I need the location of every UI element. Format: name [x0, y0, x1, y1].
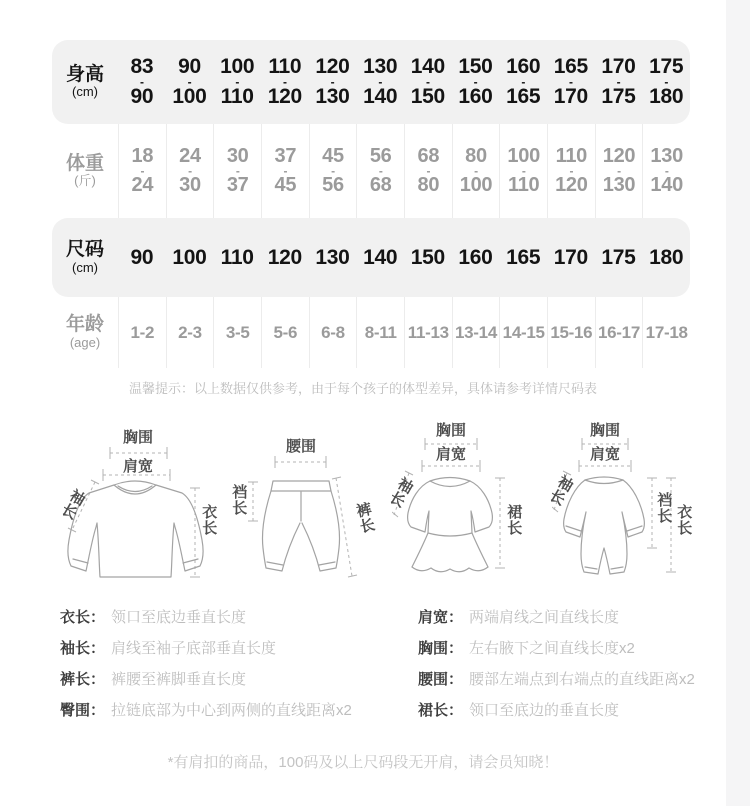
- table-cell: 45 - 56: [309, 124, 357, 218]
- definition-term: 衣长：: [60, 609, 106, 626]
- row-label: 尺码: [65, 239, 104, 261]
- table-cell: 56 - 68: [356, 124, 404, 218]
- table-cell: 100 - 110: [499, 124, 547, 218]
- pants-length-label: 裤长: [353, 500, 377, 536]
- row-label: 身高: [65, 63, 104, 85]
- table-cell: 1-2: [118, 297, 166, 368]
- notice-text: 温馨提示：以上数据仅供参考，由于每个孩子的体型差异，具体请参考详情尺码表: [128, 381, 597, 396]
- definition-desc: 肩线至袖子底部垂直长度: [111, 640, 277, 657]
- table-cell: 6-8: [309, 297, 357, 368]
- sleeve-length-label: 袖长: [57, 485, 89, 523]
- table-cell: 30 - 37: [213, 124, 261, 218]
- table-cell: 165 - 170: [553, 54, 588, 109]
- definition-desc: 左右腋下之间直线长度x2: [469, 640, 635, 657]
- definition-desc: 拉链底部为中心到两侧的直线距离x2: [111, 702, 352, 719]
- chest-label: 胸围: [435, 422, 466, 439]
- row-unit: (age): [69, 334, 101, 350]
- table-cell: 130: [315, 245, 350, 269]
- chest-label: 胸围: [122, 429, 153, 446]
- row-label: 年龄: [65, 314, 104, 336]
- definitions-left-column: [60, 609, 352, 733]
- table-cell: 3-5: [213, 297, 261, 368]
- diagram-pants: [222, 424, 392, 606]
- page-edge-strip: [726, 0, 750, 806]
- size-table: [52, 40, 690, 368]
- table-cell: 15-16: [547, 297, 595, 368]
- definition-item: [418, 702, 695, 720]
- garment-length-label: 衣长: [675, 504, 693, 536]
- table-cell: 17-18: [642, 297, 690, 368]
- definition-term: 臀围：: [60, 702, 106, 719]
- table-row-age: [52, 297, 690, 368]
- row-unit: (cm): [72, 84, 98, 100]
- table-cell: 90: [130, 245, 154, 269]
- table-cell: 68 - 80: [404, 124, 452, 218]
- crotch-length-label: 裆长: [230, 484, 248, 516]
- table-cell: 175: [601, 245, 636, 269]
- definition-term: 胸围：: [418, 640, 464, 657]
- garment-length-label: 衣长: [200, 504, 218, 536]
- definition-desc: 领口至底边的垂直长度: [469, 702, 620, 719]
- diagram-dress: [385, 420, 557, 606]
- row-unit: (cm): [72, 259, 98, 275]
- table-cell: 130 - 140: [642, 124, 690, 218]
- table-cell: 14-15: [499, 297, 547, 368]
- table-cell: 150 - 160: [458, 54, 493, 109]
- definitions-right-column: [418, 609, 695, 733]
- table-cell: 160 - 165: [506, 54, 541, 109]
- table-cell: 140 - 150: [410, 54, 445, 109]
- definition-desc: 两端肩线之间直线长度: [469, 609, 620, 626]
- table-cell: 8-11: [356, 297, 404, 368]
- table-cell: 150: [410, 245, 445, 269]
- table-cell: 120 - 130: [315, 54, 350, 109]
- table-cell: 110: [220, 245, 254, 269]
- waist-label: 腰围: [285, 438, 316, 455]
- definition-item: [60, 609, 352, 627]
- definition-item: [418, 640, 695, 658]
- definition-item: [418, 671, 695, 689]
- definition-desc: 裤腰至裤脚垂直长度: [111, 671, 247, 688]
- sleeve-length-label: 袖长: [545, 471, 577, 509]
- table-cell: 175 - 180: [649, 54, 684, 109]
- definition-desc: 腰部左端点到右端点的直线距离x2: [469, 671, 695, 688]
- shoulder-label: 肩宽: [435, 446, 466, 463]
- shoulder-label: 肩宽: [122, 458, 153, 475]
- definition-item: [418, 609, 695, 627]
- table-cell: 13-14: [452, 297, 500, 368]
- table-row-height: [52, 40, 690, 124]
- row-unit: (斤): [74, 173, 96, 189]
- chest-label: 胸围: [589, 422, 620, 439]
- table-cell: 37 - 45: [261, 124, 309, 218]
- row-label: 体重: [65, 152, 104, 174]
- table-cell: 90 - 100: [172, 54, 207, 109]
- table-cell: 120 - 130: [595, 124, 643, 218]
- table-cell: 24 - 30: [166, 124, 214, 218]
- diagram-romper: [545, 420, 730, 606]
- table-cell: 120: [267, 245, 302, 269]
- definition-term: 腰围：: [418, 671, 464, 688]
- row-header-weight: [52, 124, 118, 218]
- definition-item: [60, 671, 352, 689]
- table-cell: 5-6: [261, 297, 309, 368]
- table-row-weight: [52, 124, 690, 218]
- table-cell: 83 - 90: [130, 54, 154, 109]
- table-cell: 110 - 120: [547, 124, 595, 218]
- table-cell: 11-13: [404, 297, 452, 368]
- definition-term: 裙长：: [418, 702, 464, 719]
- row-header-height: [52, 40, 118, 124]
- table-cell: 180: [649, 245, 684, 269]
- table-row-size: [52, 218, 690, 297]
- table-cell: 80 - 100: [452, 124, 500, 218]
- definition-desc: 领口至底边垂直长度: [111, 609, 247, 626]
- row-header-size: [52, 218, 118, 297]
- table-cell: 16-17: [595, 297, 643, 368]
- table-cell: 100: [172, 245, 207, 269]
- definition-term: 肩宽：: [418, 609, 464, 626]
- footnote-text: *有肩扣的商品，100码及以上尺码段无开肩，请会员知晓！: [167, 754, 559, 771]
- table-cell: 160: [458, 245, 493, 269]
- table-cell: 130 - 140: [363, 54, 398, 109]
- table-cell: 2-3: [166, 297, 214, 368]
- shoulder-label: 肩宽: [589, 446, 620, 463]
- table-cell: 18 - 24: [118, 124, 166, 218]
- table-cell: 100 - 110: [220, 54, 255, 109]
- definition-item: [60, 702, 352, 720]
- row-header-age: [52, 297, 118, 368]
- table-cell: 170 - 175: [601, 54, 636, 109]
- sleeve-length-label: 袖长: [385, 473, 417, 511]
- table-cell: 140: [363, 245, 398, 269]
- definition-term: 裤长：: [60, 671, 106, 688]
- table-cell: 170: [553, 245, 588, 269]
- crotch-length-label: 裆长: [655, 492, 673, 524]
- skirt-length-label: 裙长: [505, 504, 523, 536]
- definition-term: 袖长：: [60, 640, 106, 657]
- table-cell: 165: [506, 245, 541, 269]
- diagram-long-sleeve-top: [48, 424, 220, 606]
- definition-item: [60, 640, 352, 658]
- table-cell: 110 - 120: [267, 54, 302, 109]
